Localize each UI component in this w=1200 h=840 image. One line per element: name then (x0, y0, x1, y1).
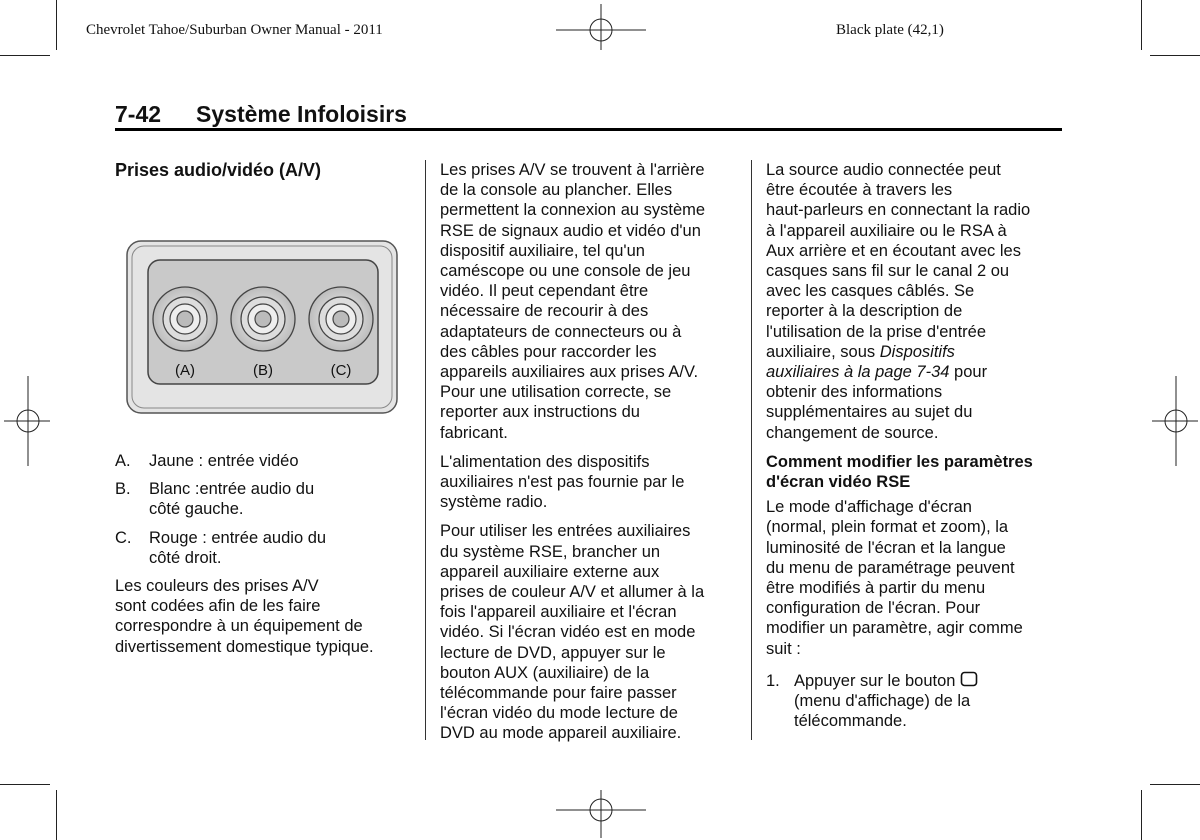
subheading: Comment modifier les paramètres d'écran vidéo RSE (766, 452, 1033, 492)
list-key: C. (115, 528, 132, 547)
crop-mark (56, 0, 57, 50)
paragraph: Les prises A/V se trouvent à l'arrière de la console au plancher. Elles permettent la connexion au système RSE de signaux audio et vidéo d'un dispositif auxiliaire, tel qu'un caméscope ou une console de jeu vidéo. Il peut cependant être nécessaire de recourir à des adaptateurs de connecteurs ou à des câbles pour raccorder les appareils auxiliaires aux prises A/V. Pour une utilisation correcte, se reporter aux instructions du fabricant. (440, 161, 706, 442)
manual-title: Chevrolet Tahoe/Suburban Owner Manual - 2011 (86, 22, 383, 38)
title-rule (115, 128, 1062, 131)
paragraph: Le mode d'affichage d'écran (normal, plein format et zoom), la luminosité de l'écran et la langue du menu de paramétrage peuvent être modifiés à partir du menu configuration de l'écran. Pour modifier un paramètre, agir comme suit : (766, 498, 1023, 658)
jack-label-a: (A) (175, 362, 195, 379)
registration-mark-left (4, 376, 50, 466)
section-title: Système Infoloisirs (196, 101, 407, 127)
page-title (115, 101, 407, 128)
jack-legend (115, 451, 415, 666)
step-text: Appuyer sur le bouton (menu d'affichage) de la télécommande. (794, 671, 978, 732)
crop-mark (1150, 784, 1200, 785)
crop-mark (1141, 790, 1142, 840)
registration-mark-bottom (556, 790, 646, 838)
crop-mark (56, 790, 57, 840)
column-1 (115, 160, 415, 180)
list-item (115, 479, 415, 519)
list-key: A. (115, 452, 131, 470)
list-text: Jaune : entrée vidéo (149, 452, 299, 470)
jack-label-b: (B) (253, 362, 273, 379)
registration-mark-right (1152, 376, 1198, 466)
list-key: B. (115, 480, 131, 499)
plate-label: Black plate (42,1) (836, 22, 944, 38)
crop-mark (1141, 0, 1142, 50)
paragraph: Les couleurs des prises A/V sont codées afin de les faire correspondre à un équipement de divertissement domestique typique. (115, 577, 374, 656)
registration-mark-top (556, 4, 646, 50)
section-heading: Prises audio/vidéo (A/V) (115, 160, 322, 180)
column-divider (425, 160, 426, 740)
page-number: 7-42 (115, 101, 162, 127)
numbered-step (766, 671, 1066, 732)
column-3 (766, 160, 1066, 731)
step-number: 1. (766, 671, 780, 690)
jack-a (153, 287, 217, 351)
list-item (115, 451, 415, 471)
jack-b (231, 287, 295, 351)
paragraph: Pour utiliser les entrées auxiliaires du système RSE, brancher un appareil auxiliaire externe aux prises de couleur A/V et allumer à la fois l'appareil auxiliaire et l'écran vidéo. Si l'écran vidéo est en mode lecture de DVD, appuyer sur le bouton AUX (auxiliaire) de la télécommande pour faire passer l'écran vidéo du mode lecture de DVD au mode appareil auxiliaire. (440, 522, 705, 743)
cross-reference-link[interactable]: auxiliaires à la page 7-34 (766, 363, 950, 382)
crop-mark (0, 55, 50, 56)
list-item (115, 528, 415, 568)
jack-label-c: (C) (330, 362, 352, 379)
av-jacks-figure (126, 240, 398, 414)
crop-mark (1150, 55, 1200, 56)
column-divider (751, 160, 752, 740)
crop-mark (0, 784, 50, 785)
list-text: Rouge : entrée audio du côté droit. (149, 528, 327, 567)
jack-c (309, 287, 373, 351)
display-menu-icon (960, 671, 978, 687)
list-text: Blanc :entrée audio du côté gauche. (149, 480, 315, 519)
paragraph: L'alimentation des dispositifs auxiliaires n'est pas fournie par le système radio. (440, 452, 685, 512)
cross-reference-link[interactable]: Dispositifs (879, 342, 955, 361)
paragraph: La source audio connectée peut être écoutée à travers les haut-parleurs en connectant la radio à l'appareil auxiliaire ou le RSA à Aux arrière et en écoutant avec les casques sans fil sur le canal 2 ou avec les casques câblés. Se reporter à la description de l'utilisation de la prise d'entrée auxiliaire, sous Dispositifs auxiliaires à la page 7-34 pour obtenir des informations supplémentaires au sujet du changement de source. (766, 161, 1031, 442)
column-2 (440, 160, 745, 753)
